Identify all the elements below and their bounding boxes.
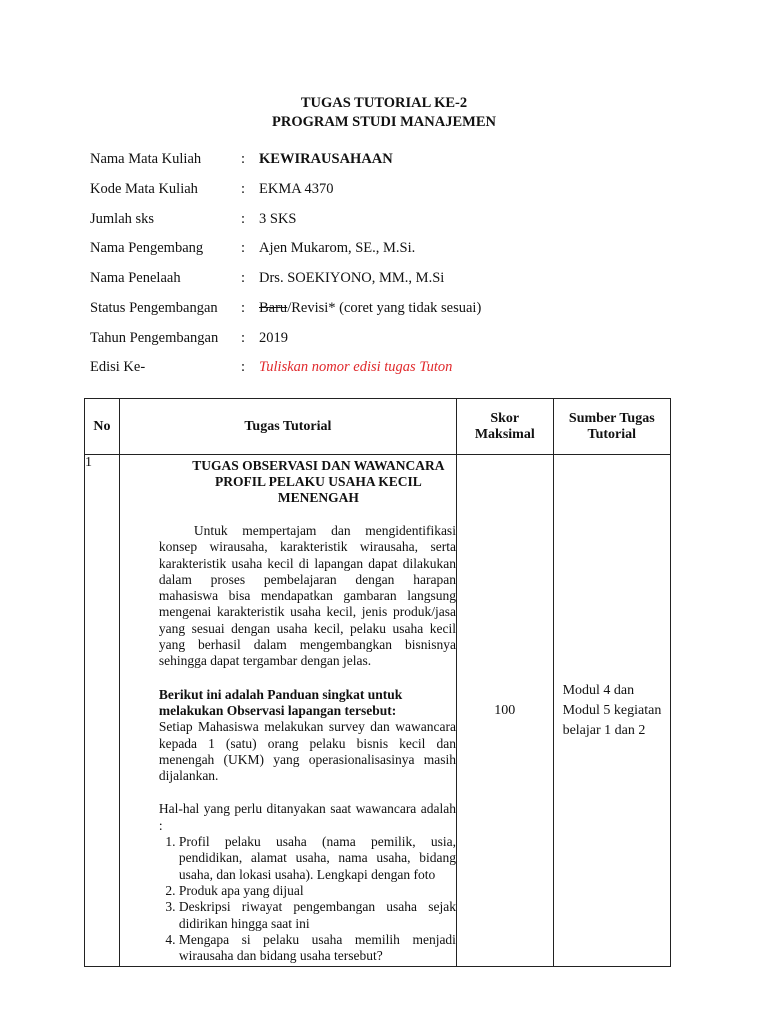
header-sumber-line1: Sumber Tugas — [568, 410, 655, 426]
info-label: Kode Mata Kuliah — [90, 181, 198, 197]
info-value-kode: EKMA 4370 — [259, 181, 334, 197]
info-label: Nama Mata Kuliah — [90, 151, 202, 167]
score-value: 100 — [456, 455, 553, 967]
info-separator: : — [241, 181, 246, 197]
info-value-penelaah: Drs. SOEKIYONO, MM., M.Si — [259, 270, 445, 286]
header-title-line1: TUGAS TUTORIAL KE-2 — [300, 95, 468, 111]
info-value-sks: 3 SKS — [259, 211, 297, 227]
questions-list — [159, 834, 456, 964]
header-tugas: Tugas Tutorial — [119, 399, 456, 455]
task-title-line2: PROFIL PELAKU USAHA KECIL MENENGAH — [215, 474, 422, 505]
header-skor-line1: Skor — [490, 410, 520, 426]
info-separator: : — [241, 359, 246, 375]
info-separator: : — [241, 270, 246, 286]
info-separator: : — [241, 211, 246, 227]
info-label: Jumlah sks — [90, 211, 155, 227]
struck-option: Baru — [259, 300, 288, 316]
info-label: Edisi Ke- — [90, 359, 146, 375]
header-skor — [456, 399, 553, 455]
info-separator: : — [241, 240, 246, 256]
header-title-line2: PROGRAM STUDI MANAJEMEN — [272, 114, 496, 130]
info-separator: : — [241, 151, 246, 167]
info-label: Nama Penelaah — [90, 270, 181, 286]
source-line3: belajar 1 dan 2 — [562, 722, 646, 738]
source-line2: Modul 5 kegiatan — [562, 702, 662, 718]
status-remaining: /Revisi* (coret yang tidak sesuai) — [287, 300, 482, 316]
task-cell — [119, 455, 456, 967]
questions-intro: Hal-hal yang perlu ditanyakan saat wawancara adalah : — [158, 801, 456, 833]
header-no: No — [85, 399, 120, 455]
header-sumber-line2: Tutorial — [587, 426, 637, 442]
source-cell — [553, 455, 670, 967]
info-label: Nama Pengembang — [90, 240, 204, 256]
info-value-edisi: Tuliskan nomor edisi tugas Tuton — [259, 359, 453, 375]
info-value-pengembang: Ajen Mukarom, SE., M.Si. — [259, 240, 416, 256]
task-title-line1: TUGAS OBSERVASI DAN WAWANCARA — [192, 458, 445, 473]
tutorial-table — [84, 398, 671, 967]
guide-heading: Berikut ini adalah Panduan singkat untuk melakukan Observasi lapangan tersebut: — [158, 686, 403, 718]
info-value-tahun: 2019 — [259, 330, 288, 346]
info-separator: : — [241, 330, 246, 346]
guide-text: Setiap Mahasiswa melakukan survey dan wawancara kepada 1 (satu) orang pelaku bisnis kecil dan menengah (UKM) yang operasionalisasinya masih dijalankan. — [158, 719, 456, 784]
row-number: 1 — [85, 455, 120, 967]
list-item: 4. Mengapa si pelaku usaha memilih menjadi wirausaha dan bidang usaha tersebut? — [179, 932, 456, 965]
list-item: 1. Profil pelaku usaha (nama pemilik, usia, pendidikan, alamat usaha, nama usaha, bidang usaha, dan lokasi usaha). Lengkapi dengan foto — [179, 834, 456, 883]
table-header-row — [85, 399, 671, 455]
info-value-status — [259, 300, 481, 317]
list-item: 3. Deskripsi riwayat pengembangan usaha sejak didirikan hingga saat ini — [179, 899, 456, 932]
info-label: Status Pengembangan — [90, 300, 218, 316]
source-line1: Modul 4 dan — [562, 682, 635, 698]
task-intro-paragraph: Untuk mempertajam dan mengidentifikasi konsep wirausaha, karakteristik wirausaha, serta karakteristik usaha kecil di lapangan dapat dilakukan dalam proses pembelajaran dengan harapan mahasiswa bisa mendapatkan gambaran langsung mengenai karakteristik usaha kecil, jenis produk/jasa yang sesuai dengan usaha kecil, pelaku usaha kecil yang berhasil dalam mengembangkan bisnisnya sehingga dapat tergambar dengan jelas. — [158, 523, 456, 669]
header-sumber — [553, 399, 670, 455]
list-item: 2. Produk apa yang dijual — [179, 883, 456, 899]
info-separator: : — [241, 300, 246, 316]
info-label: Tahun Pengembangan — [90, 330, 219, 346]
table-row — [85, 455, 671, 967]
header-skor-line2: Maksimal — [474, 426, 535, 442]
info-value-mata-kuliah: KEWIRAUSAHAAN — [259, 151, 393, 167]
